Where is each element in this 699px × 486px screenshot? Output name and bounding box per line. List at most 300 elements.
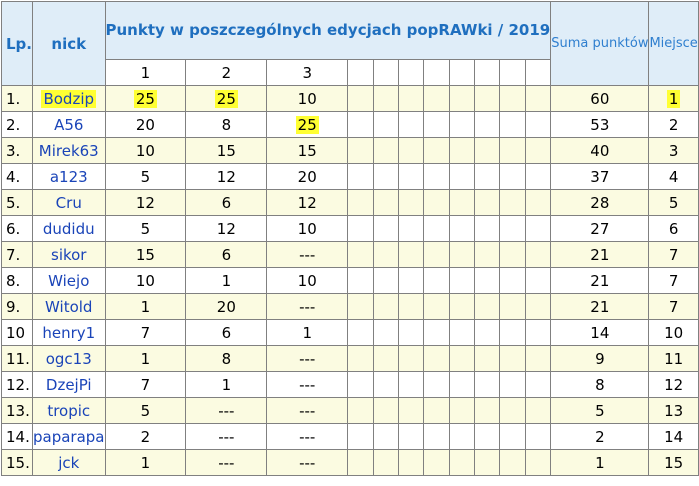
cell-edition-2-value: 8 [221, 349, 232, 368]
cell-edition-2 [186, 138, 267, 164]
cell-lp [2, 190, 33, 216]
cell-edition-2-value: 12 [216, 167, 236, 186]
cell-edition-1-value: 5 [140, 401, 151, 420]
cell-empty-edition [449, 398, 474, 424]
cell-edition-1 [105, 372, 186, 398]
cell-edition-1-value: 15 [135, 245, 155, 264]
cell-empty-edition [475, 242, 500, 268]
cell-empty-edition [500, 242, 525, 268]
cell-place [649, 320, 698, 346]
cell-empty-edition [424, 138, 449, 164]
cell-empty-edition [475, 164, 500, 190]
cell-lp [2, 450, 33, 476]
cell-edition-1 [105, 424, 186, 450]
cell-nick [33, 216, 106, 242]
cell-lp [2, 138, 33, 164]
cell-empty-edition [373, 268, 398, 294]
cell-empty-edition [373, 86, 398, 112]
cell-nick-value: ogc13 [45, 349, 92, 368]
cell-nick-value: Witold [45, 297, 93, 316]
cell-empty-edition [500, 346, 525, 372]
cell-edition-2-value: 15 [216, 141, 236, 160]
cell-edition-3-value: --- [299, 453, 316, 472]
cell-nick-value: A56 [54, 115, 84, 134]
results-table [1, 1, 699, 476]
cell-lp-value: 14. [6, 427, 30, 446]
cell-lp [2, 320, 33, 346]
cell-empty-edition [373, 294, 398, 320]
cell-edition-1 [105, 346, 186, 372]
cell-place-value: 11 [664, 349, 684, 368]
cell-sum [551, 242, 649, 268]
cell-empty-edition [449, 320, 474, 346]
cell-empty-edition [525, 398, 550, 424]
table-row [2, 346, 699, 372]
cell-edition-2-value: --- [218, 427, 235, 446]
table-row [2, 268, 699, 294]
cell-nick [33, 112, 106, 138]
cell-edition-1 [105, 190, 186, 216]
cell-nick [33, 450, 106, 476]
cell-empty-edition [398, 424, 423, 450]
cell-edition-3-value: --- [299, 297, 316, 316]
cell-place-value: 6 [668, 219, 679, 238]
cell-place [649, 372, 698, 398]
cell-lp-value: 4. [6, 167, 21, 186]
cell-lp-value: 10 [6, 323, 26, 342]
cell-empty-edition [424, 216, 449, 242]
col-header-edition-2: 2 [186, 60, 267, 86]
cell-empty-edition [500, 320, 525, 346]
cell-sum-value: 21 [590, 271, 610, 290]
cell-nick [33, 86, 106, 112]
cell-edition-2 [186, 112, 267, 138]
cell-edition-3-value: 1 [302, 323, 312, 342]
table-row [2, 320, 699, 346]
cell-empty-edition [348, 294, 373, 320]
cell-empty-edition [449, 424, 474, 450]
col-header-empty-edition [525, 60, 550, 86]
cell-lp [2, 424, 33, 450]
cell-nick-value: paparapa [33, 427, 105, 446]
cell-empty-edition [373, 398, 398, 424]
cell-empty-edition [500, 450, 525, 476]
col-header-place: Miejsce [649, 2, 698, 86]
cell-empty-edition [525, 86, 550, 112]
cell-edition-1 [105, 294, 186, 320]
cell-empty-edition [449, 268, 474, 294]
cell-empty-edition [373, 320, 398, 346]
cell-empty-edition [398, 190, 423, 216]
col-header-points-title: Punkty w poszczególnych edycjach popRAWki / 2019 [105, 2, 551, 60]
cell-edition-3 [267, 398, 348, 424]
cell-place-value: 10 [664, 323, 684, 342]
cell-empty-edition [348, 190, 373, 216]
cell-sum [551, 398, 649, 424]
cell-place-value: 7 [668, 271, 679, 290]
table-row [2, 294, 699, 320]
cell-edition-1 [105, 138, 186, 164]
col-header-edition-1: 1 [105, 60, 186, 86]
cell-empty-edition [525, 268, 550, 294]
cell-empty-edition [525, 190, 550, 216]
cell-empty-edition [424, 294, 449, 320]
cell-empty-edition [424, 242, 449, 268]
cell-edition-3 [267, 320, 348, 346]
cell-edition-1 [105, 242, 186, 268]
cell-empty-edition [525, 424, 550, 450]
cell-edition-1-value: 5 [140, 167, 151, 186]
cell-nick [33, 372, 106, 398]
cell-edition-2-value: 1 [221, 271, 232, 290]
cell-edition-2-value: 8 [221, 115, 232, 134]
header-row [2, 2, 699, 60]
cell-edition-2 [186, 86, 267, 112]
cell-edition-3 [267, 346, 348, 372]
cell-empty-edition [525, 112, 550, 138]
cell-nick [33, 398, 106, 424]
cell-edition-2 [186, 294, 267, 320]
cell-empty-edition [348, 216, 373, 242]
cell-edition-2-value: 6 [221, 323, 232, 342]
cell-edition-1-value: 7 [140, 375, 151, 394]
cell-nick [33, 294, 106, 320]
cell-edition-2-value: 6 [221, 193, 232, 212]
cell-edition-1-value: 20 [135, 115, 155, 134]
cell-nick [33, 138, 106, 164]
cell-edition-2 [186, 268, 267, 294]
col-header-nick: nick [33, 2, 106, 86]
cell-empty-edition [449, 138, 474, 164]
table-row [2, 86, 699, 112]
cell-empty-edition [449, 86, 474, 112]
col-header-empty-edition [348, 60, 373, 86]
cell-empty-edition [475, 294, 500, 320]
cell-place-value: 7 [668, 245, 679, 264]
cell-empty-edition [398, 268, 423, 294]
table-row [2, 164, 699, 190]
cell-sum-value: 28 [590, 193, 610, 212]
cell-empty-edition [424, 86, 449, 112]
cell-nick [33, 424, 106, 450]
cell-lp-value: 8. [6, 271, 21, 290]
cell-edition-2-value: --- [218, 401, 235, 420]
cell-lp [2, 164, 33, 190]
cell-sum [551, 424, 649, 450]
col-header-edition-3: 3 [267, 60, 348, 86]
cell-lp [2, 398, 33, 424]
cell-edition-2 [186, 450, 267, 476]
cell-edition-1 [105, 216, 186, 242]
col-header-empty-edition [424, 60, 449, 86]
cell-empty-edition [398, 86, 423, 112]
cell-edition-2 [186, 216, 267, 242]
cell-lp-value: 7. [6, 245, 21, 264]
cell-edition-3 [267, 294, 348, 320]
cell-edition-2-value: --- [218, 453, 235, 472]
cell-empty-edition [525, 138, 550, 164]
cell-edition-1-value: 2 [140, 427, 151, 446]
cell-empty-edition [475, 450, 500, 476]
cell-edition-2-value: 12 [216, 219, 236, 238]
cell-edition-3-value: 20 [297, 167, 317, 186]
cell-sum-value: 27 [590, 219, 610, 238]
cell-empty-edition [525, 164, 550, 190]
cell-edition-1 [105, 164, 186, 190]
cell-edition-1 [105, 450, 186, 476]
cell-edition-3 [267, 164, 348, 190]
cell-empty-edition [525, 242, 550, 268]
cell-empty-edition [449, 450, 474, 476]
cell-empty-edition [475, 268, 500, 294]
cell-edition-3 [267, 450, 348, 476]
cell-empty-edition [525, 320, 550, 346]
cell-nick [33, 164, 106, 190]
cell-empty-edition [424, 372, 449, 398]
cell-empty-edition [449, 294, 474, 320]
cell-edition-2-value: 6 [221, 245, 232, 264]
cell-empty-edition [424, 398, 449, 424]
cell-empty-edition [500, 216, 525, 242]
cell-empty-edition [500, 86, 525, 112]
cell-empty-edition [398, 164, 423, 190]
cell-lp-value: 5. [6, 193, 21, 212]
cell-lp-value: 13. [6, 401, 30, 420]
cell-lp-value: 2. [6, 115, 21, 134]
table-row [2, 138, 699, 164]
cell-edition-2 [186, 242, 267, 268]
cell-nick-value: Mirek63 [38, 141, 99, 160]
table-row [2, 398, 699, 424]
cell-empty-edition [398, 242, 423, 268]
cell-nick-value: henry1 [42, 323, 96, 342]
cell-empty-edition [449, 112, 474, 138]
cell-empty-edition [449, 242, 474, 268]
cell-empty-edition [373, 138, 398, 164]
cell-empty-edition [475, 424, 500, 450]
cell-edition-3 [267, 424, 348, 450]
cell-empty-edition [475, 320, 500, 346]
cell-empty-edition [398, 294, 423, 320]
cell-edition-1 [105, 398, 186, 424]
cell-lp [2, 268, 33, 294]
table-row [2, 190, 699, 216]
cell-nick [33, 242, 106, 268]
cell-edition-3 [267, 190, 348, 216]
cell-place-value: 14 [664, 427, 684, 446]
cell-place-value: 13 [664, 401, 684, 420]
cell-edition-3 [267, 242, 348, 268]
cell-lp [2, 112, 33, 138]
cell-empty-edition [373, 372, 398, 398]
cell-empty-edition [398, 398, 423, 424]
cell-sum-value: 8 [595, 375, 605, 394]
cell-empty-edition [500, 164, 525, 190]
cell-edition-2-value: 25 [216, 89, 236, 108]
cell-place [649, 294, 698, 320]
cell-lp [2, 242, 33, 268]
col-header-empty-edition [373, 60, 398, 86]
cell-sum-value: 53 [590, 115, 610, 134]
cell-sum-value: 5 [595, 401, 605, 420]
cell-empty-edition [525, 294, 550, 320]
cell-place-value: 1 [668, 89, 679, 108]
cell-lp [2, 346, 33, 372]
cell-lp [2, 86, 33, 112]
table-row [2, 216, 699, 242]
cell-edition-3 [267, 268, 348, 294]
cell-place [649, 112, 698, 138]
cell-edition-3-value: --- [299, 427, 316, 446]
cell-empty-edition [525, 346, 550, 372]
cell-edition-3 [267, 138, 348, 164]
cell-place [649, 242, 698, 268]
cell-place-value: 3 [668, 141, 679, 160]
cell-edition-2 [186, 190, 267, 216]
cell-nick-value: DzejPi [45, 375, 92, 394]
cell-edition-1-value: 10 [135, 271, 155, 290]
cell-edition-1 [105, 112, 186, 138]
cell-sum-value: 40 [590, 141, 610, 160]
cell-sum [551, 138, 649, 164]
cell-sum-value: 1 [595, 453, 605, 472]
cell-empty-edition [449, 346, 474, 372]
cell-nick [33, 268, 106, 294]
cell-edition-2-value: 20 [216, 297, 236, 316]
cell-empty-edition [373, 424, 398, 450]
cell-place [649, 450, 698, 476]
cell-nick-value: tropic [47, 401, 91, 420]
cell-edition-2 [186, 398, 267, 424]
cell-empty-edition [424, 268, 449, 294]
cell-sum [551, 216, 649, 242]
cell-empty-edition [348, 86, 373, 112]
cell-place [649, 424, 698, 450]
cell-empty-edition [348, 242, 373, 268]
col-header-lp: Lp. [2, 2, 33, 86]
table-row [2, 450, 699, 476]
cell-empty-edition [373, 346, 398, 372]
cell-empty-edition [449, 216, 474, 242]
cell-empty-edition [348, 268, 373, 294]
cell-edition-1 [105, 86, 186, 112]
cell-edition-1 [105, 268, 186, 294]
cell-nick-value: Bodzip [43, 89, 95, 108]
cell-edition-3 [267, 112, 348, 138]
cell-empty-edition [348, 424, 373, 450]
cell-edition-1 [105, 320, 186, 346]
cell-sum-value: 21 [590, 297, 610, 316]
cell-empty-edition [398, 346, 423, 372]
cell-lp [2, 372, 33, 398]
cell-sum [551, 190, 649, 216]
cell-sum [551, 346, 649, 372]
cell-place-value: 5 [668, 193, 679, 212]
table-row [2, 242, 699, 268]
cell-edition-3-value: --- [299, 245, 316, 264]
cell-place [649, 268, 698, 294]
cell-sum [551, 164, 649, 190]
cell-edition-1-value: 7 [140, 323, 151, 342]
cell-sum [551, 450, 649, 476]
cell-edition-3-value: 10 [297, 219, 317, 238]
cell-edition-2 [186, 424, 267, 450]
cell-edition-3-value: 12 [297, 193, 317, 212]
cell-place [649, 216, 698, 242]
cell-sum [551, 372, 649, 398]
cell-edition-3-value: 10 [297, 271, 317, 290]
cell-lp-value: 3. [6, 141, 21, 160]
cell-place-value: 15 [664, 453, 684, 472]
cell-empty-edition [500, 398, 525, 424]
cell-empty-edition [475, 372, 500, 398]
cell-empty-edition [500, 372, 525, 398]
cell-lp-value: 12. [6, 375, 30, 394]
cell-empty-edition [449, 190, 474, 216]
cell-empty-edition [424, 190, 449, 216]
cell-empty-edition [424, 164, 449, 190]
cell-empty-edition [500, 268, 525, 294]
cell-place [649, 346, 698, 372]
cell-lp [2, 216, 33, 242]
cell-lp [2, 294, 33, 320]
cell-empty-edition [398, 216, 423, 242]
cell-edition-2 [186, 164, 267, 190]
col-header-empty-edition [500, 60, 525, 86]
cell-place-value: 2 [668, 115, 679, 134]
cell-nick-value: Wiejo [48, 271, 90, 290]
cell-empty-edition [373, 190, 398, 216]
cell-lp-value: 11. [6, 349, 30, 368]
cell-empty-edition [475, 346, 500, 372]
cell-empty-edition [475, 138, 500, 164]
cell-edition-3-value: 10 [297, 89, 317, 108]
cell-empty-edition [373, 216, 398, 242]
cell-sum-value: 9 [595, 349, 605, 368]
cell-empty-edition [398, 450, 423, 476]
cell-sum-value: 37 [590, 167, 610, 186]
cell-empty-edition [424, 424, 449, 450]
cell-empty-edition [500, 294, 525, 320]
table-row [2, 112, 699, 138]
col-header-sum: Suma punktów [551, 2, 649, 86]
cell-sum [551, 320, 649, 346]
cell-edition-3-value: --- [299, 349, 316, 368]
cell-edition-2-value: 1 [221, 375, 232, 394]
cell-edition-1-value: 1 [140, 297, 151, 316]
cell-edition-3-value: 15 [297, 141, 317, 160]
cell-lp-value: 9. [6, 297, 21, 316]
cell-edition-2 [186, 372, 267, 398]
col-header-empty-edition [398, 60, 423, 86]
cell-empty-edition [449, 164, 474, 190]
cell-sum [551, 86, 649, 112]
cell-lp-value: 1. [6, 89, 21, 108]
cell-empty-edition [475, 86, 500, 112]
cell-edition-3-value: --- [299, 375, 316, 394]
cell-place [649, 164, 698, 190]
cell-empty-edition [500, 112, 525, 138]
cell-edition-1-value: 5 [140, 219, 151, 238]
cell-sum-value: 21 [590, 245, 610, 264]
cell-place [649, 86, 698, 112]
cell-empty-edition [449, 372, 474, 398]
cell-sum [551, 112, 649, 138]
cell-empty-edition [398, 372, 423, 398]
cell-place [649, 138, 698, 164]
cell-edition-2 [186, 320, 267, 346]
cell-empty-edition [398, 112, 423, 138]
